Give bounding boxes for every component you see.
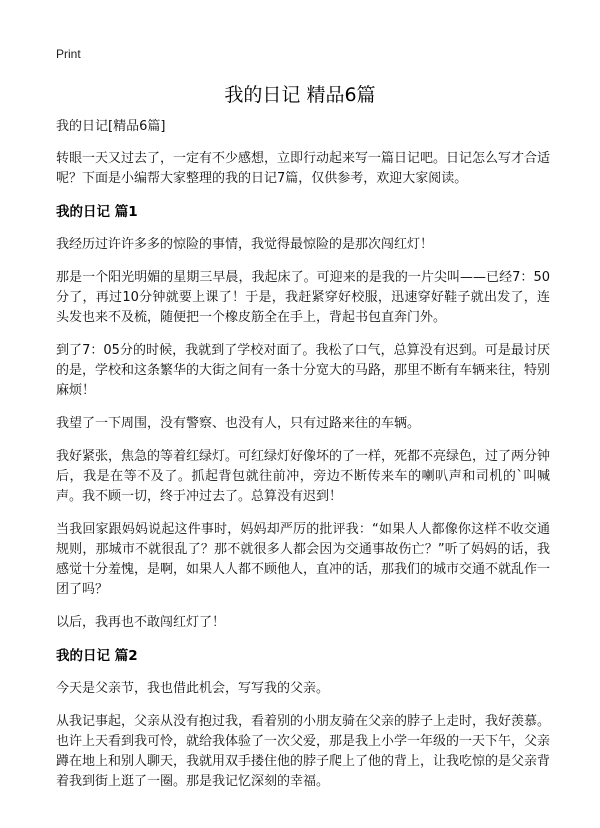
section-1-paragraph: 我经历过许许多多的惊险的事情，我觉得最惊险的是那次闯红灯！ xyxy=(56,237,434,252)
section-1-paragraph: 到了7：05分的时候，我就到了学校对面了。我松了口气，总算没有迟到。可是最讨厌的是，学校和这条繁华的大街之间有一条十分宽大的马路，那里不断有车辆来往，特别麻烦！ xyxy=(56,343,551,398)
section-1-paragraph: 那是一个阳光明媚的星期三早晨，我起床了。可迎来的是我的一片尖叫——已经7：50分了，再过10分钟就要上课了！于是，我赶紧穿好校服，迅速穿好鞋子就出发了，连头发也来不及梳，随便把一个橡皮筋全在手上，背起书包直奔门外。 xyxy=(56,270,550,325)
section-heading-1: 我的日记 篇1 xyxy=(56,204,138,220)
section-1-paragraph: 当我回家跟妈妈说起这件事时，妈妈却严厉的批评我：“如果人人都像你这样不收交通规则，那城市不就很乱了？那不就很多人都会因为交通事故伤亡？”听了妈妈的话，我感觉十分羞愧，是啊，如果人人都不顾他人，直冲的话，那我们的城市交通不就乱作一团了吗？ xyxy=(56,522,551,597)
section-1-paragraph: 以后，我再也不敢闯红灯了！ xyxy=(56,615,226,630)
section-2-paragraph: 从我记事起，父亲从没有抱过我，看着别的小朋友骑在父亲的脖子上走时，我好羡慕。也许上天看到我可怜，就给我体验了一次父爱，那是我上小学一年级的一天下午，父亲蹲在地上和别人聊天，我就用双手搂住他的脖子爬上了他的背上，让我吃惊的是父亲背着我到街上逛了一圈。那是我记忆深刻的幸福。 xyxy=(56,714,551,789)
page-title: 我的日记 精品6篇 xyxy=(224,84,376,106)
section-1-paragraph: 我望了一下周围，没有警察、也没有人，只有过路来往的车辆。 xyxy=(56,416,421,431)
document-body xyxy=(56,117,550,805)
section-2-paragraph: 今天是父亲节，我也借此机会，写写我的父亲。 xyxy=(56,681,330,696)
section-1-paragraph: 我好紧张，焦急的等着红绿灯。可红绿灯好像坏的了一样，死都不亮绿色，过了两分钟后，我是在等不及了。抓起背包就往前冲，旁边不断传来车的喇叭声和司机的`叫喊声。我不顾一切，终于冲过去了。总算没有迟到！ xyxy=(56,449,551,504)
document-subtitle: 我的日记[精品6篇] xyxy=(56,119,166,134)
intro-paragraph: 转眼一天又过去了，一定有不少感想，立即行动起来写一篇日记吧。日记怎么写才合适呢？下面是小编帮大家整理的我的日记7篇，仅供参考，欢迎大家阅读。 xyxy=(56,151,551,186)
print-link[interactable]: Print xyxy=(56,47,81,61)
section-heading-2: 我的日记 篇2 xyxy=(56,648,138,664)
